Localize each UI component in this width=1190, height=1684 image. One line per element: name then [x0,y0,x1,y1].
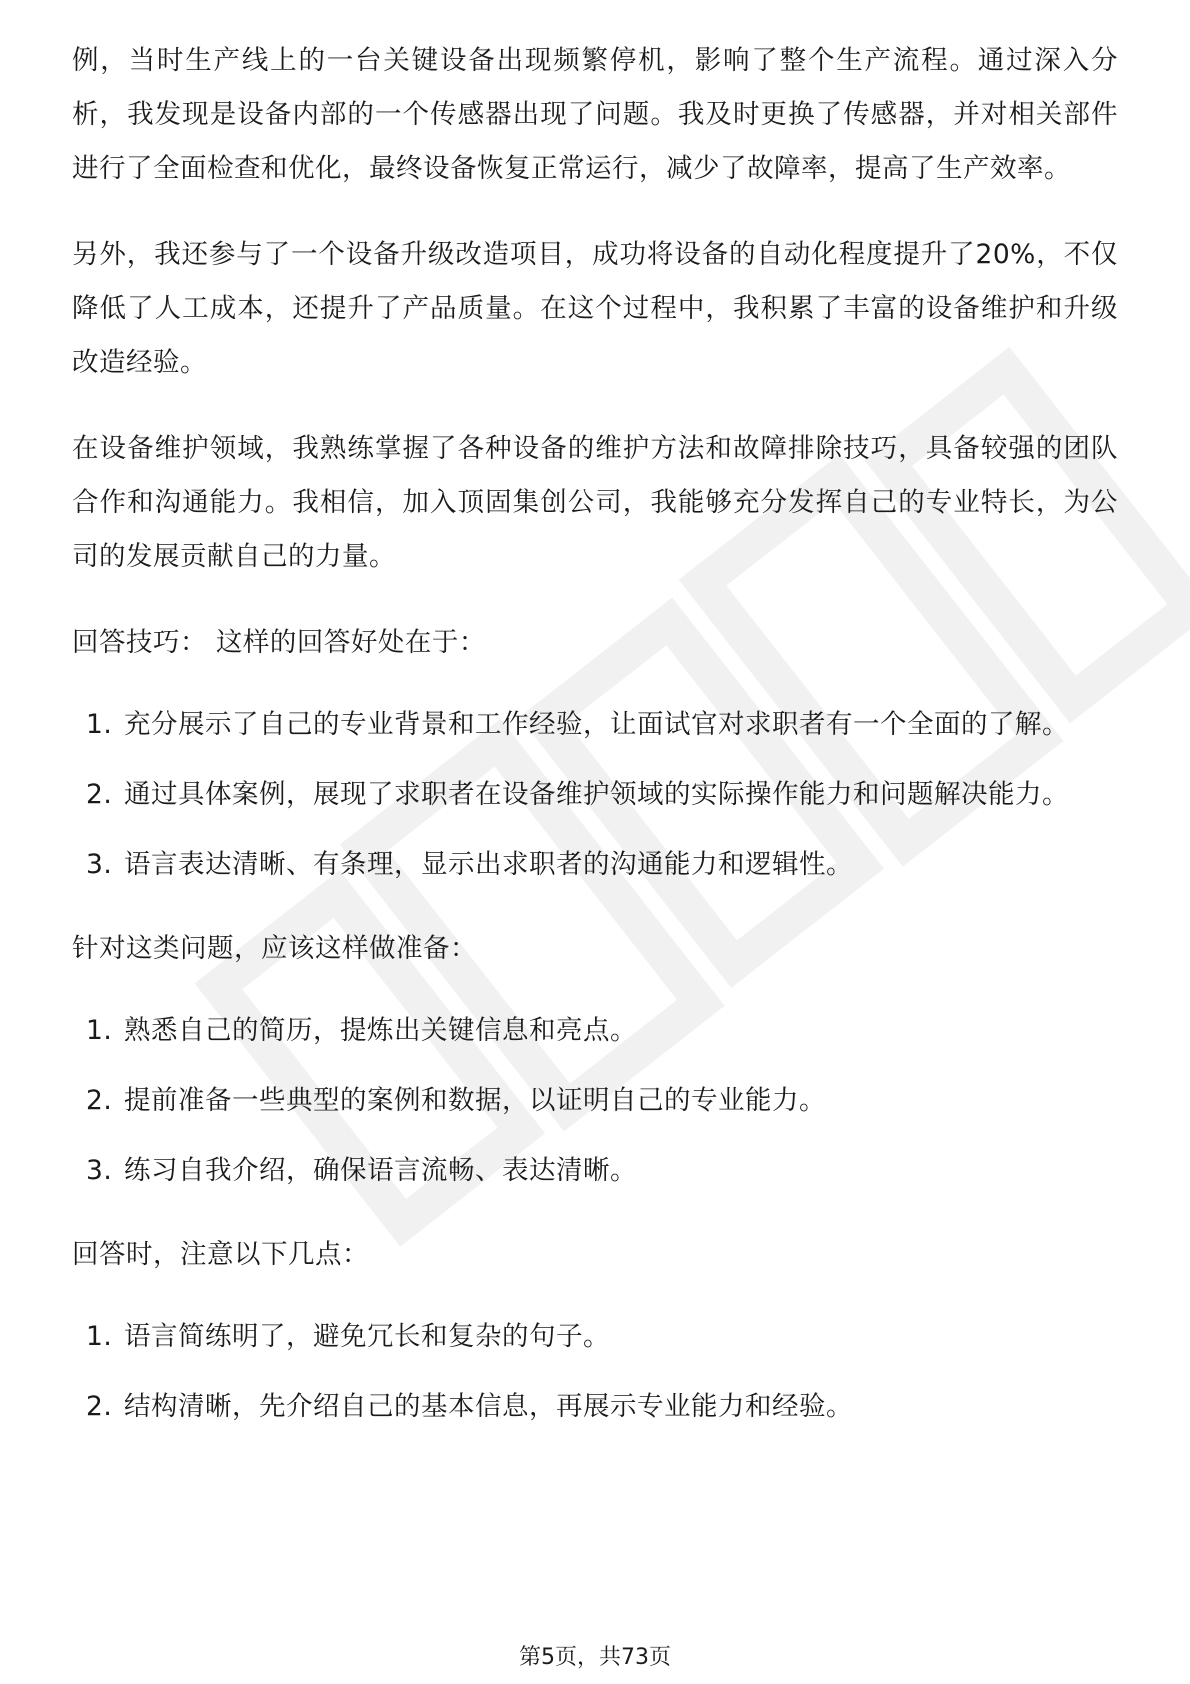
list-item: 2. 结构清晰，先介绍自己的基本信息，再展示专业能力和经验。 [86,1391,853,1422]
paragraph-case-example: 例，当时生产线上的一台关键设备出现频繁停机，影响了整个生产流程。通过深入分析，我发现是设备内部的一个传感器出现了问题。我及时更换了传感器，并对相关部件进行了全面检查和优化，最终设备恢复正常运行，减少了故障率，提高了生产效率。 [72,45,1118,184]
list-item: 3. 语言表达清晰、有条理，显示出求职者的沟通能力和逻辑性。 [86,849,853,880]
prep-list [72,1004,1118,1198]
list-item: 1. 语言简练明了，避免冗长和复杂的句子。 [86,1321,610,1352]
list-item: 3. 练习自我介绍，确保语言流畅、表达清晰。 [86,1155,637,1186]
notes-list [72,1310,1118,1434]
list-item: 1. 充分展示了自己的专业背景和工作经验，让面试官对求职者有一个全面的了解。 [86,709,1069,740]
prep-heading: 针对这类问题，应该这样做准备： [72,933,477,964]
document-body [72,34,1118,1450]
tips-heading: 回答技巧： 这样的回答好处在于： [72,627,486,658]
list-item: 2. 通过具体案例，展现了求职者在设备维护领域的实际操作能力和问题解决能力。 [86,779,1069,810]
list-item: 2. 提前准备一些典型的案例和数据，以证明自己的专业能力。 [86,1085,826,1116]
paragraph-maintenance-skills: 在设备维护领域，我熟练掌握了各种设备的维护方法和故障排除技巧，具备较强的团队合作和沟通能力。我相信，加入顶固集创公司，我能够充分发挥自己的专业特长，为公司的发展贡献自己的力量。 [72,433,1118,572]
paragraph-upgrade-project: 另外，我还参与了一个设备升级改造项目，成功将设备的自动化程度提升了20%，不仅降低了人工成本，还提升了产品质量。在这个过程中，我积累了丰富的设备维护和升级改造经验。 [72,239,1118,378]
page-footer: 第5页，共73页 [519,1645,671,1670]
list-item: 1. 熟悉自己的简历，提炼出关键信息和亮点。 [86,1015,637,1046]
tips-list [72,698,1118,892]
notes-heading: 回答时，注意以下几点： [72,1239,369,1270]
